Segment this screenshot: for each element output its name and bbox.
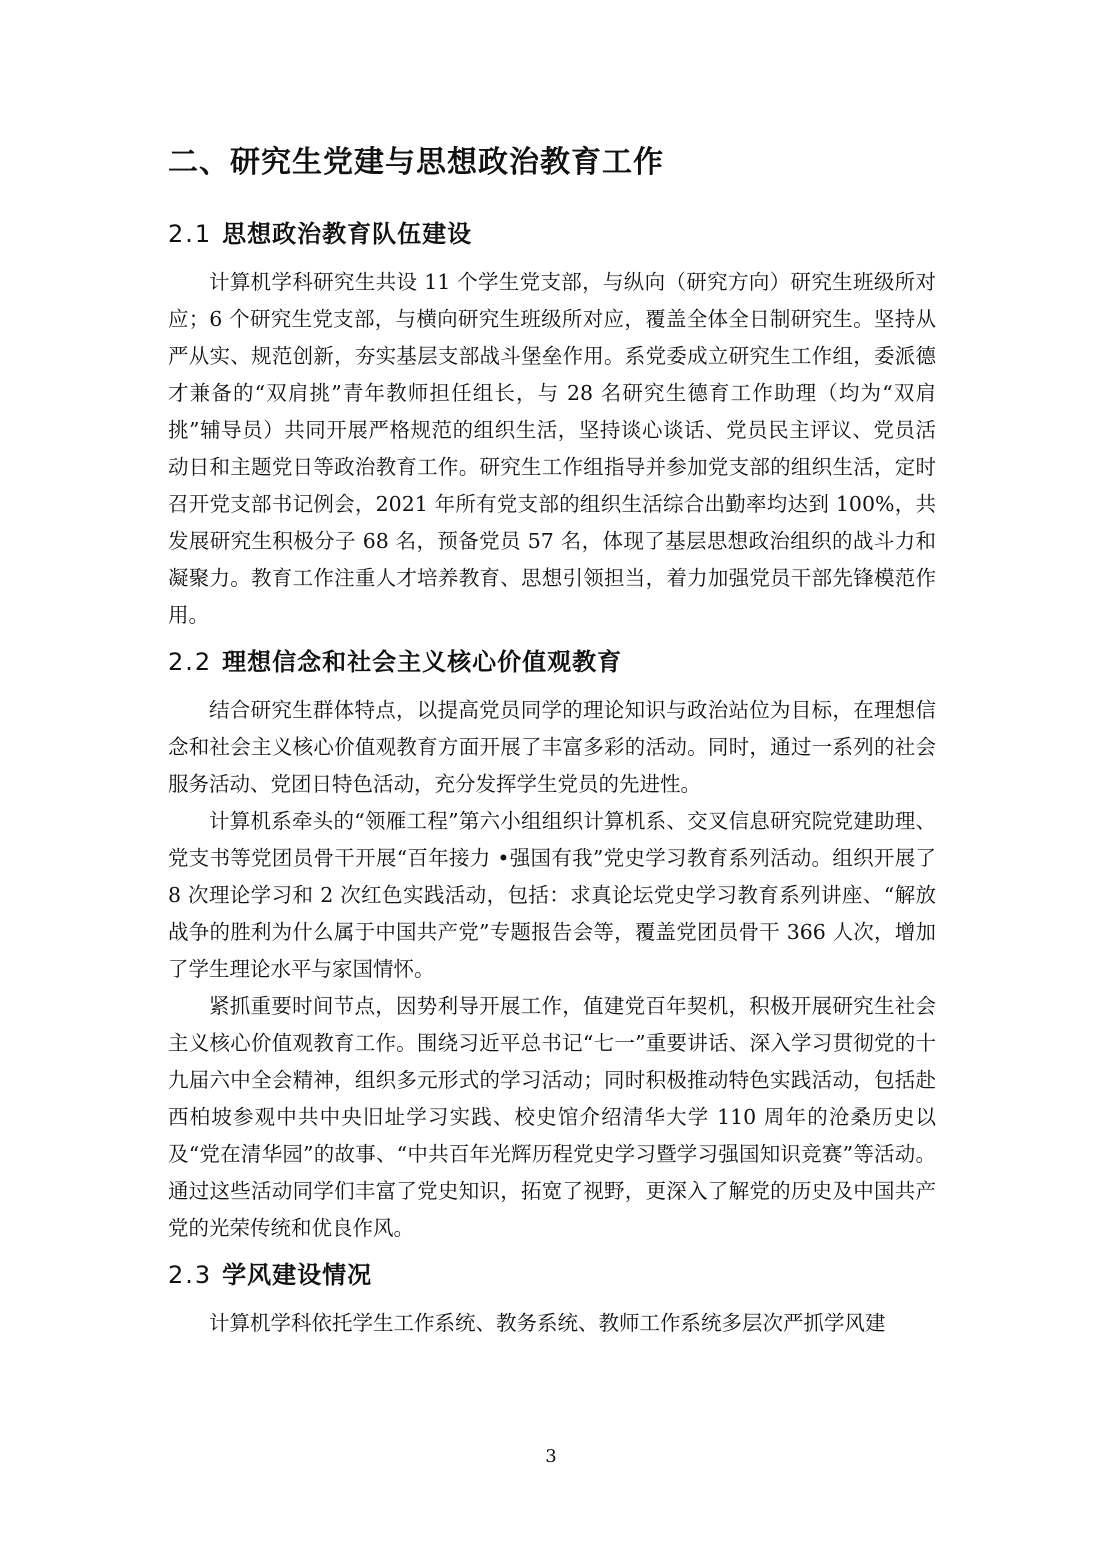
paragraph: 紧抓重要时间节点，因势利导开展工作，值建党百年契机，积极开展研究生社会主义核心价值观教育工作。围绕习近平总书记“七一”重要讲话、深入学习贯彻党的十九届六中全会精神，组织多元形式的学习活动；同时积极推动特色实践活动，包括赴西柏坡参观中共中央旧址学习实践、校史馆介绍清华大学 110 周年的沧桑历史以及“党在清华园”的故事、“中共百年光辉历程党史学习暨学习强国知识竞赛”等活动。通过这些活动同学们丰富了党史知识，拓宽了视野，更深入了解党的历史及中国共产党的光荣传统和优良作风。: [168, 994, 936, 1240]
section-2-3: [168, 1255, 936, 1342]
section-heading: [168, 642, 936, 682]
section-number: 2.1: [168, 220, 213, 248]
section-2-2: [168, 642, 936, 1247]
page-content: [168, 140, 936, 1350]
section-number: 2.2: [168, 648, 213, 676]
section-heading: [168, 214, 936, 254]
paragraph: 计算机系牵头的“领雁工程”第六小组组织计算机系、交叉信息研究院党建助理、党支书等党团员骨干开展“百年接力 •强国有我”党史学习教育系列活动。组织开展了 8 次理论学习和 2 次红色实践活动，包括：求真论坛党史学习教育系列讲座、“解放战争的胜利为什么属于中国共产党”专题报告会等，覆盖党团员骨干 366 人次，增加了学生理论水平与家国情怀。: [168, 809, 936, 981]
paragraph: 结合研究生群体特点，以提高党员同学的理论知识与政治站位为目标，在理想信念和社会主义核心价值观教育方面开展了丰富多彩的活动。同时，通过一系列的社会服务活动、党团日特色活动，充分发挥学生党员的先进性。: [168, 698, 936, 796]
section-title-text: 学风建设情况: [222, 1261, 373, 1289]
paragraph: 计算机学科依托学生工作系统、教务系统、教师工作系统多层次严抓学风建: [209, 1311, 886, 1335]
section-heading: [168, 1255, 936, 1295]
page-number: 3: [545, 1446, 557, 1467]
section-title-text: 理想信念和社会主义核心价值观教育: [222, 648, 623, 676]
section-number: 2.3: [168, 1261, 213, 1289]
section-title-text: 思想政治教育队伍建设: [222, 220, 473, 248]
section-2-1: [168, 214, 936, 634]
paragraph: 计算机学科研究生共设 11 个学生党支部，与纵向（研究方向）研究生班级所对应；6 个研究生党支部，与横向研究生班级所对应，覆盖全体全日制研究生。坚持从严从实、规范创新，夯实基层支部战斗堡垒作用。系党委成立研究生工作组，委派德才兼备的“双肩挑”青年教师担任组长，与 28 名研究生德育工作助理（均为“双肩挑”辅导员）共同开展严格规范的组织生活，坚持谈心谈话、党员民主评议、党员活动日和主题党日等政治教育工作。研究生工作组指导并参加党支部的组织生活，定时召开党支部书记例会，2021 年所有党支部的组织生活综合出勤率均达到 100%，共发展研究生积极分子 68 名，预备党员 57 名，体现了基层思想政治组织的战斗力和凝聚力。教育工作注重人才培养教育、思想引领担当，着力加强党员干部先锋模范作用。: [168, 270, 936, 627]
chapter-title: 二、研究生党建与思想政治教育工作: [168, 145, 664, 180]
